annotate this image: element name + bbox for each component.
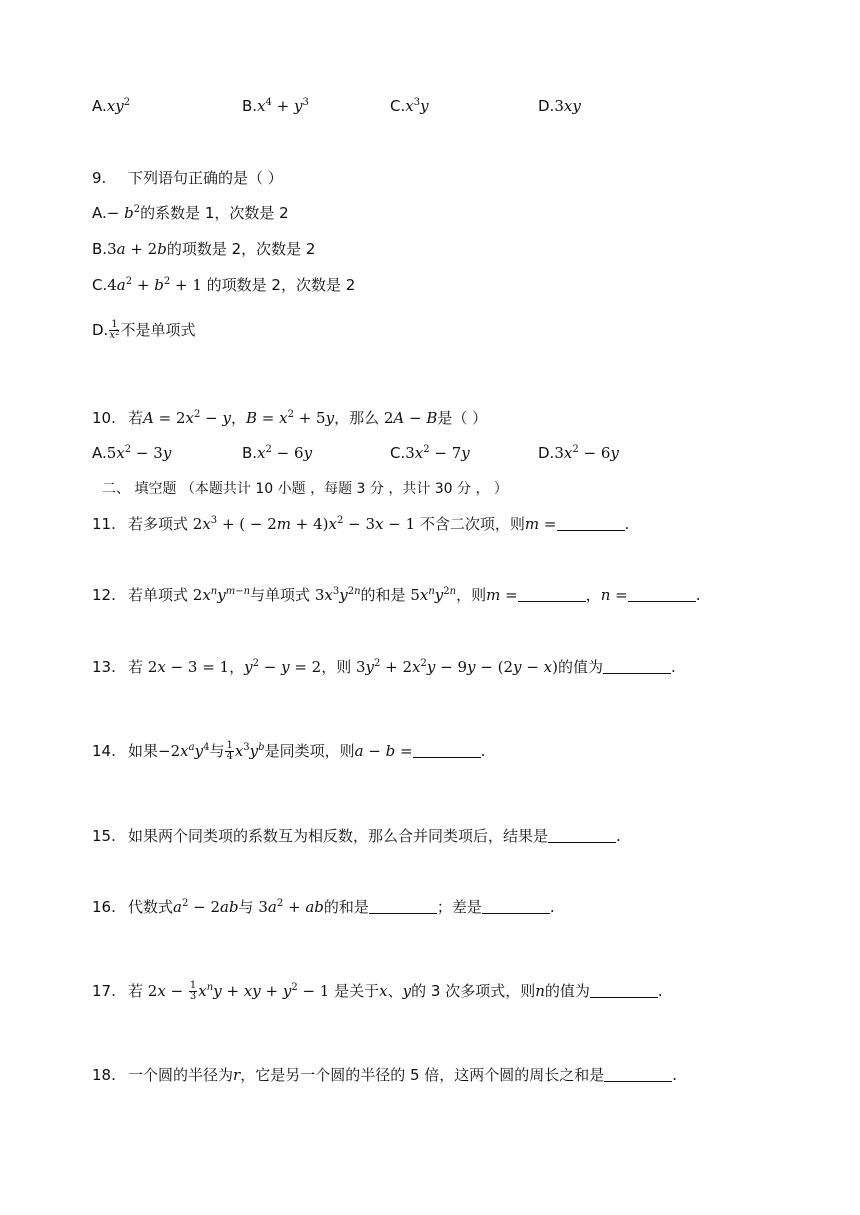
q14-answer-blank[interactable] (413, 743, 481, 758)
q12: 12. 若单项式 $2x^ny^{m-n}$与单项式 $3x^3y^{2n}$的和是 $5x^ny^{2n}$，则m = ，n = . (92, 586, 701, 604)
q8-option-d: D.3xy (538, 97, 581, 115)
q15-answer-blank[interactable] (548, 828, 616, 843)
q15: 15. 如果两个同类项的系数互为相反数，那么合并同类项后，结果是 . (92, 827, 621, 845)
q17: 17. 若 2x − $\frac{1}{3}$ $x^ny$ + xy + $y^2 - 1$ 是关于x、y的 3 次多项式，则n的值为 . (92, 980, 663, 1002)
q14: 14. 如果$-2x^ay^4$与 $\frac{1}{4}$ $x^3y^b$是同类项，则a − b = . (92, 740, 486, 762)
q9-option-d: D. $\frac{1}{x^2}$ 不是单项式 (92, 319, 196, 341)
q16-sum-blank[interactable] (369, 899, 437, 914)
q10-option-a: $A.5x^2 - 3y$ (92, 444, 172, 462)
q11-answer-blank[interactable] (557, 516, 625, 531)
q12-m-blank[interactable] (518, 587, 586, 602)
q8-option-a: $A.xy^2$ (92, 97, 131, 115)
q18-answer-blank[interactable] (604, 1067, 672, 1082)
q9-option-c: $C.4a^2 + b^2 + 1$ 的项数是 2，次数是 2 (92, 276, 356, 294)
q17-answer-blank[interactable] (590, 983, 658, 998)
q13: 13. 若 2x − 3 = 1，$y^2 - y = 2$，则 $3y^2 + 2x^2y - 9y - (2y - x)$的值为 . (92, 658, 676, 676)
q9-option-a: $A.- b^2$的系数是 1，次数是 2 (92, 204, 289, 222)
q8-option-c: $C.x^3y$ (390, 97, 429, 115)
q18: 18. 一个圆的半径为r，它是另一个圆的半径的 5 倍，这两个圆的周长之和是 . (92, 1066, 678, 1084)
q9-option-b: B.3a + 2b的项数是 2，次数是 2 (92, 240, 316, 258)
section-heading: 二、 填空题 （本题共计 10 小题 ，每题 3 分 ，共计 30 分 ， ） (102, 481, 508, 497)
q13-answer-blank[interactable] (603, 659, 671, 674)
q16-difference-blank[interactable] (482, 899, 550, 914)
q10-option-c: $C.3x^2 - 7y$ (390, 444, 470, 462)
q10-stem: 10. 若$A = 2x^2 - y$，$B = x^2 + 5y$，那么 2A − B是（ ） (92, 409, 488, 427)
q10-option-b: $B.x^2 - 6y$ (242, 444, 313, 462)
q8-option-b: $B.x^4 + y^3$ (242, 97, 309, 115)
q12-n-blank[interactable] (628, 587, 696, 602)
q10-option-d: $D.3x^2 - 6y$ (538, 444, 619, 462)
q16: 16. 代数式$a^2 - 2ab$与 $3a^2$ + ab的和是 ；差是 . (92, 898, 555, 916)
q9-stem: 9. 下列语句正确的是（ ） (92, 169, 283, 187)
q11: 11. 若多项式 $2x^3$ + ( − $2m + 4)x^2 - 3x - 1$ 不含二次项，则m = . (92, 515, 630, 533)
